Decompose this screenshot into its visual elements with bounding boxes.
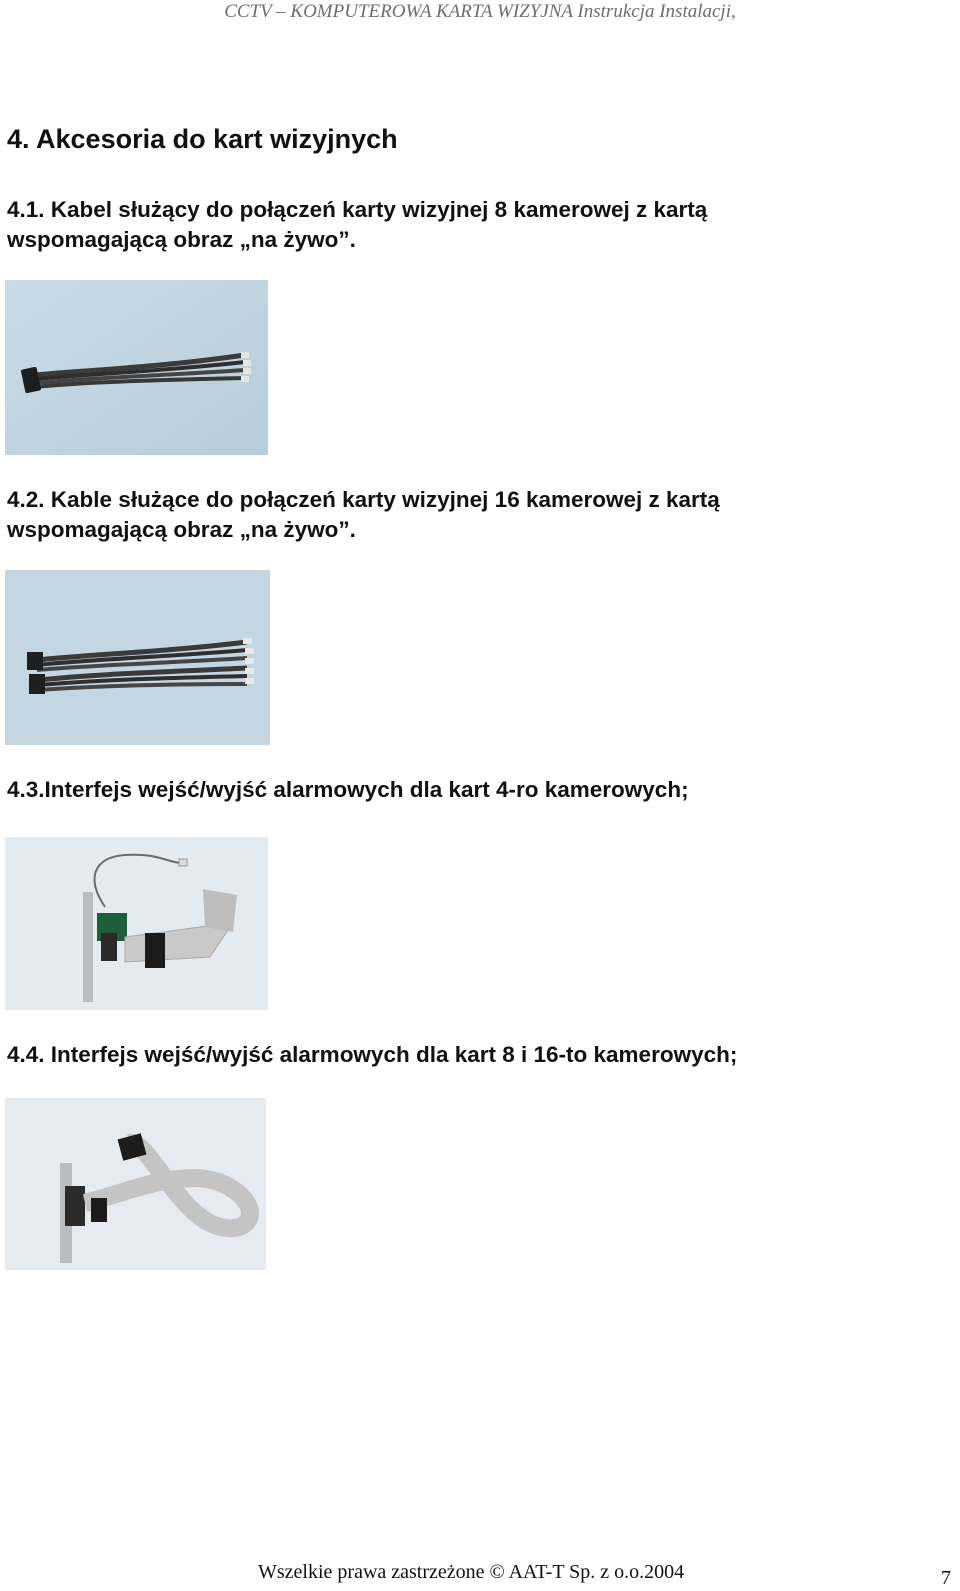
section-title: 4. Akcesoria do kart wizyjnych [7,124,398,154]
item-4-1-heading [7,195,707,255]
photo-alarm-interface-4-camera [5,837,268,1010]
page-number: 7 [941,1567,951,1589]
item-4-2-line2: wspomagającą obraz „na żywo”. [7,517,356,542]
item-4-4-line1: 4.4. Interfejs wejść/wyjść alarmowych dla kart 8 i 16-to kamerowych; [7,1042,738,1067]
item-4-3-heading [7,775,689,805]
item-4-3-line1: 4.3.Interfejs wejść/wyjść alarmowych dla kart 4-ro kamerowych; [7,777,689,802]
item-4-4-heading [7,1040,737,1070]
copyright-notice: Wszelkie prawa zastrzeżone © AAT-T Sp. z o.o.2004 [258,1561,685,1583]
photo-cable-8-camera [5,280,268,455]
running-header: CCTV – KOMPUTEROWA KARTA WIZYJNA Instrukcja Instalacji, [224,1,736,22]
item-4-1-line2: wspomagającą obraz „na żywo”. [7,227,356,252]
photo-alarm-interface-8-16-camera [5,1098,266,1270]
item-4-2-heading [7,485,720,545]
item-4-1-line1: 4.1. Kabel służący do połączeń karty wizyjnej 8 kamerowej z kartą [7,197,708,222]
photo-cables-16-camera [5,570,270,745]
item-4-2-line1: 4.2. Kable służące do połączeń karty wizyjnej 16 kamerowej z kartą [7,487,720,512]
